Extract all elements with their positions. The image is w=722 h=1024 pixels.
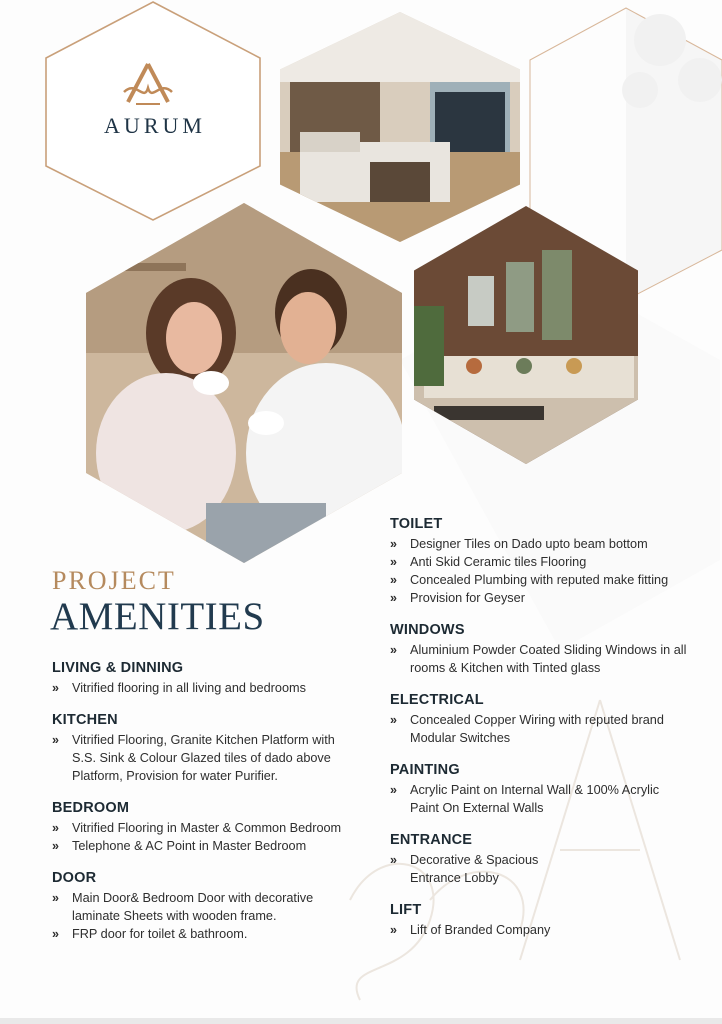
section-bedroom — [52, 800, 352, 855]
section-door — [52, 870, 352, 943]
double-chevron-right-icon: » — [390, 923, 397, 937]
section-electrical — [390, 692, 690, 747]
double-chevron-right-icon: » — [52, 927, 59, 941]
list-item: » Anti Skid Ceramic tiles Flooring — [390, 555, 587, 569]
double-chevron-right-icon: » — [52, 733, 59, 747]
list-item: » FRP door for toilet & bathroom. — [52, 927, 248, 941]
list-item: » Vitrified Flooring, Granite Kitchen Platform with S.S. Sink & Colour Glazed tiles of dado above Platform, Provision for water Purifier. — [52, 733, 335, 783]
double-chevron-right-icon: » — [390, 783, 397, 797]
list-item: » Vitrified flooring in all living and bedrooms — [52, 681, 306, 695]
section-windows — [390, 622, 690, 677]
list-item: » Vitrified Flooring in Master & Common Bedroom — [52, 821, 342, 835]
list-item: » Acrylic Paint on Internal Wall & 100% Acrylic Paint On External Walls — [390, 783, 660, 815]
list-item: » Designer Tiles on Dado upto beam bottom — [390, 537, 648, 551]
double-chevron-right-icon: » — [390, 555, 397, 569]
amenities-left-column — [52, 660, 352, 955]
list-item: » Aluminium Powder Coated Sliding Windows in all rooms & Kitchen with Tinted glass — [390, 643, 687, 675]
list-item: » Provision for Geyser — [390, 591, 525, 605]
double-chevron-right-icon: » — [390, 853, 397, 867]
amenities-right-column — [390, 516, 690, 951]
section-kitchen — [52, 712, 352, 785]
double-chevron-right-icon: » — [52, 821, 59, 835]
double-chevron-right-icon: » — [390, 591, 397, 605]
section-living-dinning — [52, 660, 352, 697]
list-item: » Lift of Branded Company — [390, 923, 551, 937]
list-item: » Decorative & Spacious Entrance Lobby — [390, 853, 539, 885]
section-painting — [390, 762, 690, 817]
section-title: LIFT — [390, 902, 422, 918]
logo-hexagon — [42, 0, 264, 222]
section-title: ENTRANCE — [390, 832, 473, 848]
heading-project: PROJECT — [52, 566, 176, 595]
double-chevron-right-icon: » — [390, 643, 397, 657]
aurum-logo-icon — [118, 62, 178, 108]
section-title: WINDOWS — [390, 622, 465, 638]
section-title: ELECTRICAL — [390, 692, 484, 708]
list-item: » Concealed Copper Wiring with reputed brand Modular Switches — [390, 713, 664, 745]
list-item: » Telephone & AC Point in Master Bedroom — [52, 839, 307, 853]
double-chevron-right-icon: » — [52, 891, 59, 905]
double-chevron-right-icon: » — [390, 713, 397, 727]
section-entrance — [390, 832, 690, 887]
brand-name: AURUM — [104, 113, 206, 138]
section-title: PAINTING — [390, 762, 460, 778]
list-item: » Main Door& Bedroom Door with decorative laminate Sheets with wooden frame. — [52, 891, 314, 923]
double-chevron-right-icon: » — [52, 681, 59, 695]
section-title: BEDROOM — [52, 800, 130, 816]
double-chevron-right-icon: » — [52, 839, 59, 853]
section-title: DOOR — [52, 870, 97, 886]
double-chevron-right-icon: » — [390, 537, 397, 551]
section-title: TOILET — [390, 516, 443, 532]
heading-amenities: AMENITIES — [50, 595, 265, 638]
bottom-band — [0, 1018, 722, 1024]
section-title: KITCHEN — [52, 712, 118, 728]
section-lift — [390, 902, 690, 939]
section-toilet — [390, 516, 690, 607]
section-title: LIVING & DINNING — [52, 660, 184, 676]
double-chevron-right-icon: » — [390, 573, 397, 587]
list-item: » Concealed Plumbing with reputed make fitting — [390, 573, 669, 587]
